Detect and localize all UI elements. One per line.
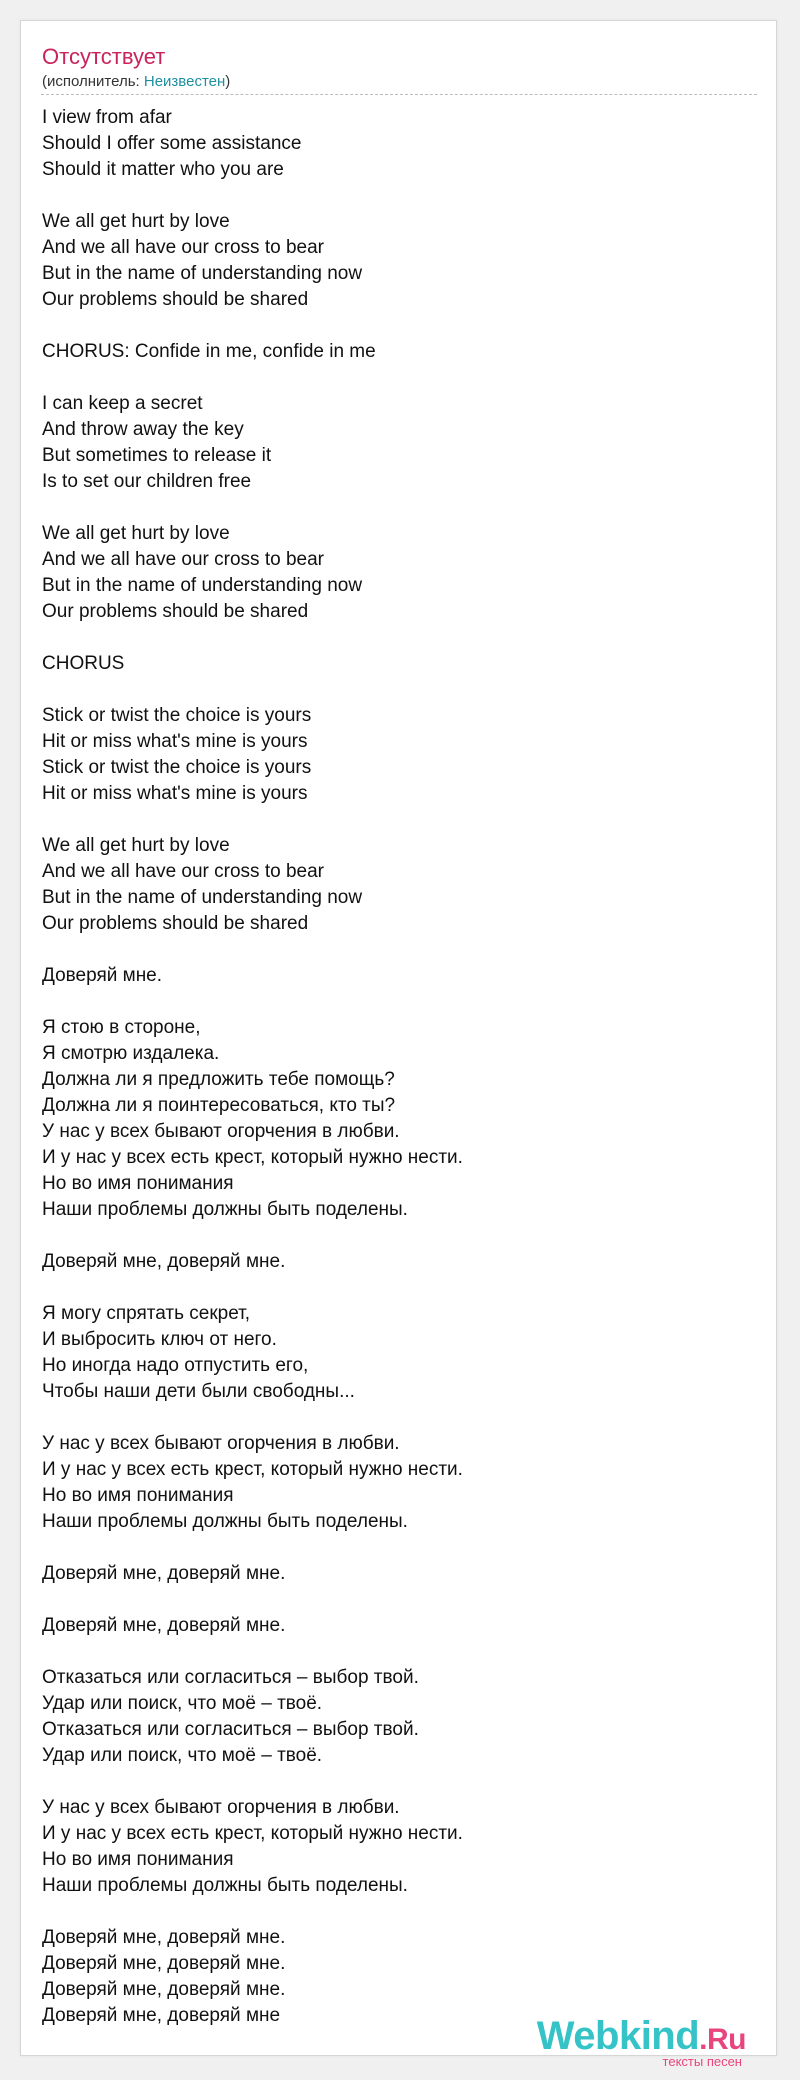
- header-divider: [41, 94, 757, 95]
- artist-link[interactable]: Неизвестен: [143, 73, 226, 90]
- lyric-line: Should I offer some assistance: [42, 133, 302, 154]
- lyric-blank-line: [42, 1223, 742, 1249]
- lyric-line: Should it matter who you are: [42, 159, 284, 180]
- lyrics-card: [20, 20, 777, 2069]
- lyric-line: I view from afar: [42, 107, 172, 128]
- lyric-blank-line: [42, 1639, 742, 1665]
- lyric-line: But sometimes to release it: [42, 445, 272, 466]
- lyric-line: Доверяй мне, доверяй мне.: [42, 1251, 286, 1272]
- lyrics-text: [42, 105, 742, 2029]
- lyric-blank-line: [42, 1899, 742, 1925]
- lyric-line: But in the name of understanding now: [42, 887, 363, 908]
- artist-suffix: ): [225, 73, 231, 90]
- lyric-line: Я стою в стороне,: [42, 1017, 201, 1038]
- lyric-line: Доверяй мне, доверяй мне.: [42, 1563, 286, 1584]
- artist-prefix: (исполнитель:: [42, 73, 144, 90]
- song-title: Отсутствует: [42, 44, 166, 69]
- lyric-blank-line: [42, 937, 742, 963]
- lyric-line: Должна ли я поинтересоваться, кто ты?: [42, 1095, 396, 1116]
- lyric-line: Stick or twist the choice is yours: [42, 705, 312, 726]
- lyric-line: Доверяй мне.: [42, 965, 163, 986]
- lyric-line: And we all have our cross to bear: [42, 861, 324, 882]
- lyric-blank-line: [42, 1405, 742, 1431]
- lyric-line: Доверяй мне, доверяй мне.: [42, 1615, 286, 1636]
- lyric-line: Но во имя понимания: [42, 1849, 234, 1870]
- lyric-line: У нас у всех бывают огорчения в любви.: [42, 1121, 400, 1142]
- lyric-line: Hit or miss what's mine is yours: [42, 731, 308, 752]
- lyric-blank-line: [42, 313, 742, 339]
- logo-tagline: тексты песен: [662, 2054, 742, 2069]
- lyric-line: And throw away the key: [42, 419, 244, 440]
- lyric-line: Но во имя понимания: [42, 1173, 234, 1194]
- lyric-line: Is to set our children free: [42, 471, 252, 492]
- lyric-blank-line: [42, 625, 742, 651]
- lyric-blank-line: [42, 989, 742, 1015]
- lyric-line: Отказаться или согласиться – выбор твой.: [42, 1719, 419, 1740]
- lyric-line: Доверяй мне, доверяй мне.: [42, 1953, 286, 1974]
- lyric-blank-line: [42, 677, 742, 703]
- lyric-line: We all get hurt by love: [42, 835, 230, 856]
- lyric-line: Our problems should be shared: [42, 601, 309, 622]
- lyric-line: И выбросить ключ от него.: [42, 1329, 277, 1350]
- lyric-line: И у нас у всех есть крест, который нужно нести.: [42, 1459, 463, 1480]
- logo-name: Webkind: [536, 2014, 700, 2058]
- lyric-line: And we all have our cross to bear: [42, 237, 324, 258]
- site-logo[interactable]: [537, 2015, 746, 2068]
- lyric-line: И у нас у всех есть крест, который нужно нести.: [42, 1823, 463, 1844]
- lyric-line: And we all have our cross to bear: [42, 549, 324, 570]
- lyric-line: Удар или поиск, что моё – твоё.: [42, 1745, 323, 1766]
- lyric-line: Доверяй мне, доверяй мне.: [42, 1979, 286, 2000]
- lyric-line: Я могу спрятать секрет,: [42, 1303, 251, 1324]
- lyric-line: У нас у всех бывают огорчения в любви.: [42, 1433, 400, 1454]
- lyric-line: Я смотрю издалека.: [42, 1043, 220, 1064]
- lyric-line: Our problems should be shared: [42, 913, 309, 934]
- lyric-line: Доверяй мне, доверяй мне: [42, 2005, 281, 2026]
- lyric-line: We all get hurt by love: [42, 523, 230, 544]
- lyric-line: Доверяй мне, доверяй мне.: [42, 1927, 286, 1948]
- lyric-blank-line: [42, 183, 742, 209]
- lyric-line: Должна ли я предложить тебе помощь?: [42, 1069, 395, 1090]
- lyric-line: I can keep a secret: [42, 393, 203, 414]
- lyric-line: Наши проблемы должны быть поделены.: [42, 1199, 408, 1220]
- lyric-blank-line: [42, 1587, 742, 1613]
- lyric-line: Удар или поиск, что моё – твоё.: [42, 1693, 323, 1714]
- lyric-blank-line: [42, 807, 742, 833]
- lyric-blank-line: [42, 1769, 742, 1795]
- lyric-blank-line: [42, 495, 742, 521]
- lyric-line: Stick or twist the choice is yours: [42, 757, 312, 778]
- lyric-line: Но иногда надо отпустить его,: [42, 1355, 309, 1376]
- lyric-blank-line: [42, 1535, 742, 1561]
- lyric-blank-line: [42, 365, 742, 391]
- lyric-line: Отказаться или согласиться – выбор твой.: [42, 1667, 419, 1688]
- lyric-line: Our problems should be shared: [42, 289, 309, 310]
- logo-tld: .Ru: [699, 2023, 746, 2056]
- lyric-line: Hit or miss what's mine is yours: [42, 783, 308, 804]
- lyric-line: Чтобы наши дети были свободны...: [42, 1381, 355, 1402]
- lyric-line: Наши проблемы должны быть поделены.: [42, 1875, 408, 1896]
- lyric-line: CHORUS: [42, 653, 125, 674]
- lyric-line: CHORUS: Confide in me, confide in me: [42, 341, 376, 362]
- lyric-blank-line: [42, 1275, 742, 1301]
- lyric-line: Но во имя понимания: [42, 1485, 234, 1506]
- lyric-line: We all get hurt by love: [42, 211, 230, 232]
- lyric-line: И у нас у всех есть крест, который нужно нести.: [42, 1147, 463, 1168]
- lyric-line: But in the name of understanding now: [42, 263, 363, 284]
- lyric-line: У нас у всех бывают огорчения в любви.: [42, 1797, 400, 1818]
- artist-line: [42, 73, 230, 91]
- lyric-line: Наши проблемы должны быть поделены.: [42, 1511, 408, 1532]
- lyric-line: But in the name of understanding now: [42, 575, 363, 596]
